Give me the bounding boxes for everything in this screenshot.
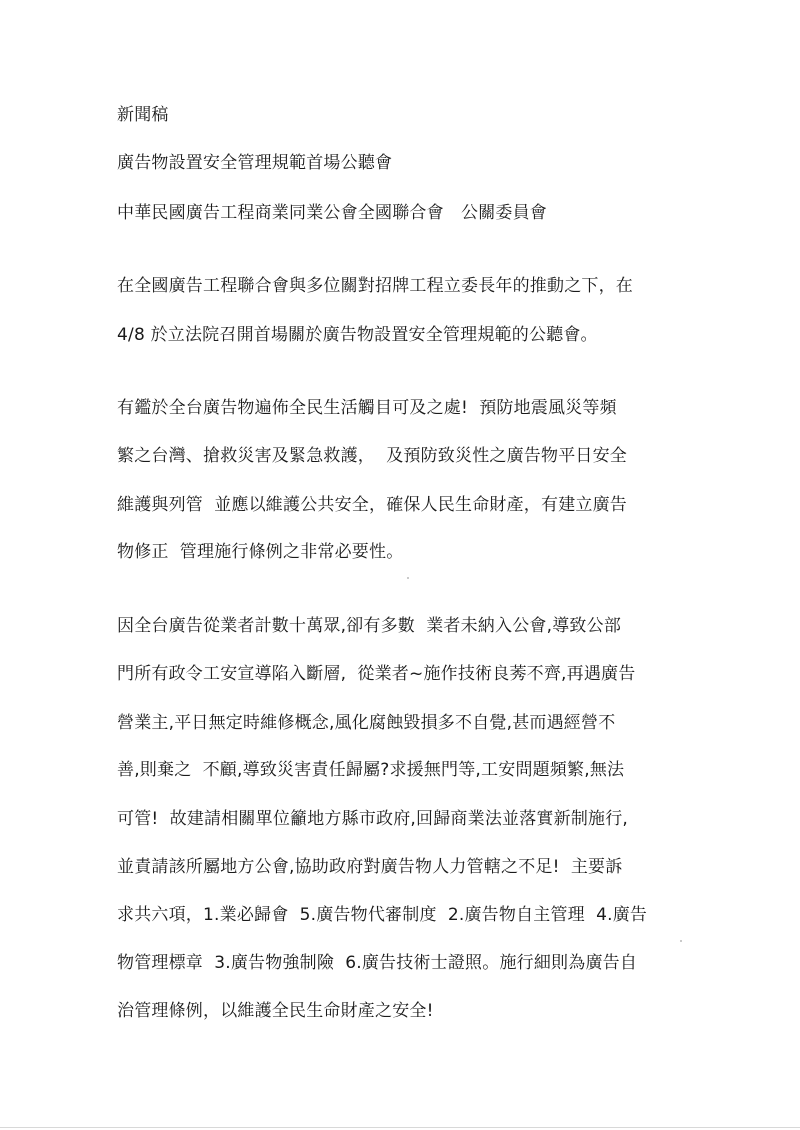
- organization-name: 中華民國廣告工程商業同業公會全國聯合會 公關委員會: [117, 203, 547, 223]
- paragraph-3-line: 門所有政令工安宣導陷入斷層, 從業者~施作技術良莠不齊,再遇廣告: [117, 664, 636, 684]
- paragraph-1-line: 4/8 於立法院召開首場關於廣告物設置安全管理規範的公聽會。: [117, 325, 598, 345]
- paragraph-3-line: 因全台廣告從業者計數十萬眾,卻有多數 業者未納入公會,導致公部: [117, 616, 622, 636]
- paragraph-3-line: 善,則棄之 不顧,導致災害責任歸屬?求援無門等,工安問題頻繁,無法: [117, 760, 625, 780]
- paragraph-3-line: 並責請該所屬地方公會,協助政府對廣告物人力管轄之不足! 主要訴: [117, 857, 623, 877]
- document-label: 新聞稿: [117, 105, 169, 125]
- paragraph-2-line: 有鑑於全台廣告物遍佈全民生活觸目可及之處! 預防地震風災等頻: [117, 398, 617, 418]
- paragraph-2-line: 繁之台灣、搶救災害及緊急救護， 及預防致災性之廣告物平日安全: [117, 446, 628, 466]
- scan-speck: [407, 577, 409, 579]
- paragraph-3-line: 營業主,平日無定時維修概念,風化腐蝕毀損多不自覺,甚而遇經營不: [117, 713, 616, 733]
- paragraph-2-line: 維護與列管 並應以維護公共安全，確保人民生命財產，有建立廣告: [117, 495, 628, 515]
- scan-speck: [680, 940, 682, 942]
- paragraph-2-line: 物修正 管理施行條例之非常必要性。: [117, 542, 404, 562]
- paragraph-3-line: 求共六項，1.業必歸會 5.廣告物代審制度 2.廣告物自主管理 4.廣告: [117, 905, 648, 925]
- paragraph-1-line: 在全國廣告工程聯合會與多位關對招牌工程立委長年的推動之下，在: [117, 276, 633, 296]
- document-title: 廣告物設置安全管理規範首場公聽會: [117, 153, 393, 173]
- paragraph-3-line: 治管理條例，以維護全民生命財產之安全!: [117, 1001, 434, 1021]
- paragraph-3-line: 可管! 故建請相關單位籲地方縣市政府,回歸商業法並落實新制施行,: [117, 809, 629, 829]
- paragraph-3-line: 物管理標章 3.廣告物強制險 6.廣告技術士證照。施行細則為廣告自: [117, 953, 638, 973]
- scan-edge-line: [0, 1127, 800, 1128]
